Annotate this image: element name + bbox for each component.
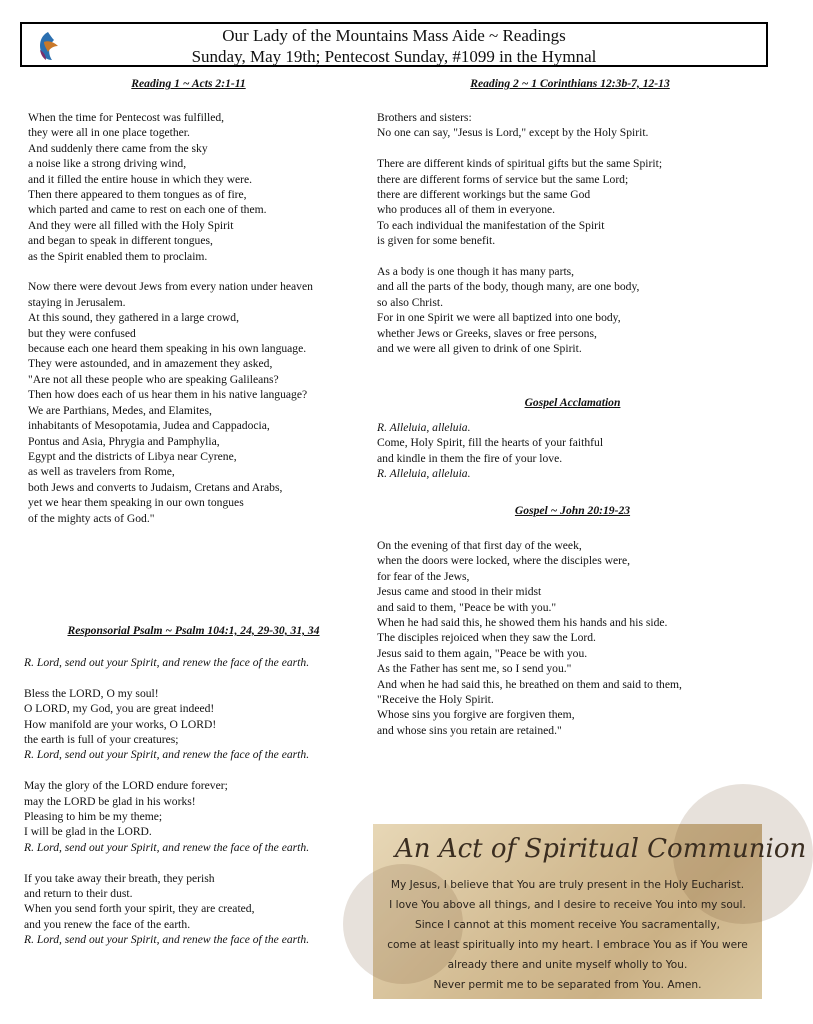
gospel-heading: Gospel ~ John 20:19-23 bbox=[514, 504, 631, 517]
acclamation-text bbox=[377, 420, 603, 482]
acclamation-response: R. Alleluia, alleluia. bbox=[377, 421, 471, 434]
psalm-line: Bless the LORD, O my soul! bbox=[24, 686, 159, 700]
psalm-response: R. Lord, send out your Spirit, and renew the face of the earth. bbox=[24, 840, 310, 854]
psalm-heading: Responsorial Psalm ~ Psalm 104:1, 24, 29-30, 31, 34 bbox=[67, 624, 320, 637]
psalm-line: the earth is full of your creatures; bbox=[24, 733, 179, 747]
text-line: When he had said this, he showed them his hands and his side. bbox=[377, 616, 668, 630]
text-line: "Receive the Holy Spirit. bbox=[377, 693, 494, 707]
text-line: When the time for Pentecost was fulfilled, bbox=[28, 111, 225, 124]
acclamation-line: and kindle in them the fire of your love. bbox=[377, 451, 563, 465]
psalm-response: R. Lord, send out your Spirit, and renew the face of the earth. bbox=[24, 933, 310, 947]
text-line: The disciples rejoiced when they saw the Lord. bbox=[377, 631, 596, 645]
text-line: both Jews and converts to Judaism, Cretans and Arabs, bbox=[28, 480, 283, 494]
acclamation-heading: Gospel Acclamation bbox=[524, 396, 621, 409]
text-line: inhabitants of Mesopotamia, Judea and Cappadocia, bbox=[28, 419, 270, 433]
text-line: Now there were devout Jews from every nation under heaven bbox=[28, 280, 313, 294]
psalm-line: O LORD, my God, you are great indeed! bbox=[24, 702, 215, 716]
text-line: staying in Jerusalem. bbox=[28, 295, 126, 309]
header-box bbox=[20, 22, 768, 67]
text-line: To each individual the manifestation of the Spirit bbox=[377, 218, 605, 232]
psalm-response: R. Lord, send out your Spirit, and renew the face of the earth. bbox=[24, 748, 310, 762]
text-line: And suddenly there came from the sky bbox=[28, 141, 208, 155]
text-line: and whose sins you retain are retained." bbox=[377, 723, 562, 737]
text-line: a noise like a strong driving wind, bbox=[28, 157, 187, 171]
psalm-line: and return to their dust. bbox=[24, 887, 133, 901]
psalm-line: may the LORD be glad in his works! bbox=[24, 794, 196, 808]
spiritual-communion-card bbox=[373, 824, 807, 999]
text-line: whether Jews or Greeks, slaves or free persons, bbox=[377, 326, 597, 340]
communion-line: already there and unite myself wholly to You. bbox=[447, 959, 688, 971]
acclamation-response: R. Alleluia, alleluia. bbox=[377, 467, 471, 481]
text-line: because each one heard them speaking in his own language. bbox=[28, 342, 307, 356]
text-line: Jesus said to them again, "Peace be with you. bbox=[377, 646, 588, 660]
communion-line: My Jesus, I believe that You are truly present in the Holy Eucharist. bbox=[390, 879, 745, 891]
communion-line: Never permit me to be separated from You. Amen. bbox=[433, 979, 702, 991]
title-line-1: Our Lady of the Mountains Mass Aide ~ Readings bbox=[222, 26, 566, 45]
text-line: Egypt and the districts of Libya near Cyrene, bbox=[28, 449, 237, 463]
text-line: As the Father has sent me, so I send you." bbox=[377, 662, 572, 676]
text-line: of the mighty acts of God." bbox=[28, 511, 155, 525]
text-line: Then how does each of us hear them in his native language? bbox=[28, 388, 308, 402]
communion-line: come at least spiritually into my heart. I embrace You as if You were bbox=[387, 939, 748, 951]
text-line: and it filled the entire house in which they were. bbox=[28, 172, 253, 186]
text-line: and said to them, "Peace be with you." bbox=[377, 600, 557, 614]
title-line-2: Sunday, May 19th; Pentecost Sunday, #1099 in the Hymnal bbox=[191, 47, 597, 66]
text-line: They were astounded, and in amazement they asked, bbox=[28, 357, 273, 371]
text-line: they were all in one place together. bbox=[28, 126, 190, 140]
reading2-text bbox=[377, 110, 662, 356]
text-line: At this sound, they gathered in a large crowd, bbox=[28, 311, 239, 325]
text-line: and began to speak in different tongues, bbox=[28, 234, 213, 248]
psalm-line: and you renew the face of the earth. bbox=[24, 917, 191, 931]
reading1-heading: Reading 1 ~ Acts 2:1-11 bbox=[131, 77, 246, 90]
gospel-text bbox=[377, 538, 682, 738]
text-line: who produces all of them in everyone. bbox=[377, 203, 556, 217]
psalm-response: R. Lord, send out your Spirit, and renew the face of the earth. bbox=[24, 656, 310, 669]
text-line: No one can say, "Jesus is Lord," except by the Holy Spirit. bbox=[377, 126, 649, 140]
text-line: On the evening of that first day of the week, bbox=[377, 539, 582, 552]
text-line: is given for some benefit. bbox=[377, 234, 496, 248]
acclamation-line: Come, Holy Spirit, fill the hearts of your faithful bbox=[377, 436, 604, 450]
text-line: Jesus came and stood in their midst bbox=[377, 585, 542, 599]
text-line: there are different workings but the same God bbox=[377, 188, 591, 202]
communion-line: Since I cannot at this moment receive You sacramentally, bbox=[414, 919, 721, 931]
text-line: And when he had said this, he breathed on them and said to them, bbox=[377, 677, 682, 691]
page-title bbox=[22, 25, 766, 67]
text-line: Then there appeared to them tongues as of fire, bbox=[28, 188, 247, 202]
reading2-heading: Reading 2 ~ 1 Corinthians 12:3b-7, 12-13 bbox=[470, 77, 670, 90]
text-line: which parted and came to rest on each one of them. bbox=[28, 203, 267, 217]
text-line: but they were confused bbox=[28, 326, 136, 340]
psalm-line: When you send forth your spirit, they are created, bbox=[24, 902, 255, 916]
text-line: so also Christ. bbox=[377, 295, 444, 309]
text-line: Pontus and Asia, Phrygia and Pamphylia, bbox=[28, 434, 220, 448]
text-line: yet we hear them speaking in our own tongues bbox=[28, 496, 244, 510]
psalm-line: Pleasing to him be my theme; bbox=[24, 810, 163, 824]
text-line: there are different forms of service but the same Lord; bbox=[377, 172, 629, 186]
text-line: We are Parthians, Medes, and Elamites, bbox=[28, 403, 212, 417]
text-line: when the doors were locked, where the disciples were, bbox=[377, 554, 631, 568]
text-line: There are different kinds of spiritual gifts but the same Spirit; bbox=[377, 157, 663, 171]
text-line: As a body is one though it has many parts, bbox=[377, 265, 575, 279]
psalm-line: How manifold are your works, O LORD! bbox=[24, 717, 217, 731]
psalm-line: May the glory of the LORD endure forever; bbox=[24, 779, 228, 793]
text-line: For in one Spirit we were all baptized into one body, bbox=[377, 311, 621, 325]
reading1-text bbox=[28, 110, 313, 526]
text-line: Brothers and sisters: bbox=[377, 111, 472, 124]
text-line: and we were all given to drink of one Spirit. bbox=[377, 342, 582, 356]
text-line: as well as travelers from Rome, bbox=[28, 465, 175, 479]
psalm-text bbox=[24, 655, 309, 948]
text-line: "Are not all these people who are speaking Galileans? bbox=[28, 372, 279, 386]
communion-line: I love You above all things, and I desire to receive You into my soul. bbox=[389, 899, 746, 911]
psalm-line: If you take away their breath, they perish bbox=[24, 871, 215, 885]
text-line: Whose sins you forgive are forgiven them, bbox=[377, 708, 575, 722]
communion-title: An Act of Spiritual Communion bbox=[395, 834, 807, 864]
text-line: And they were all filled with the Holy Spirit bbox=[28, 218, 234, 232]
text-line: as the Spirit enabled them to proclaim. bbox=[28, 249, 208, 263]
text-line: and all the parts of the body, though many, are one body, bbox=[377, 280, 640, 294]
text-line: for fear of the Jews, bbox=[377, 569, 470, 583]
psalm-line: I will be glad in the LORD. bbox=[24, 825, 152, 839]
